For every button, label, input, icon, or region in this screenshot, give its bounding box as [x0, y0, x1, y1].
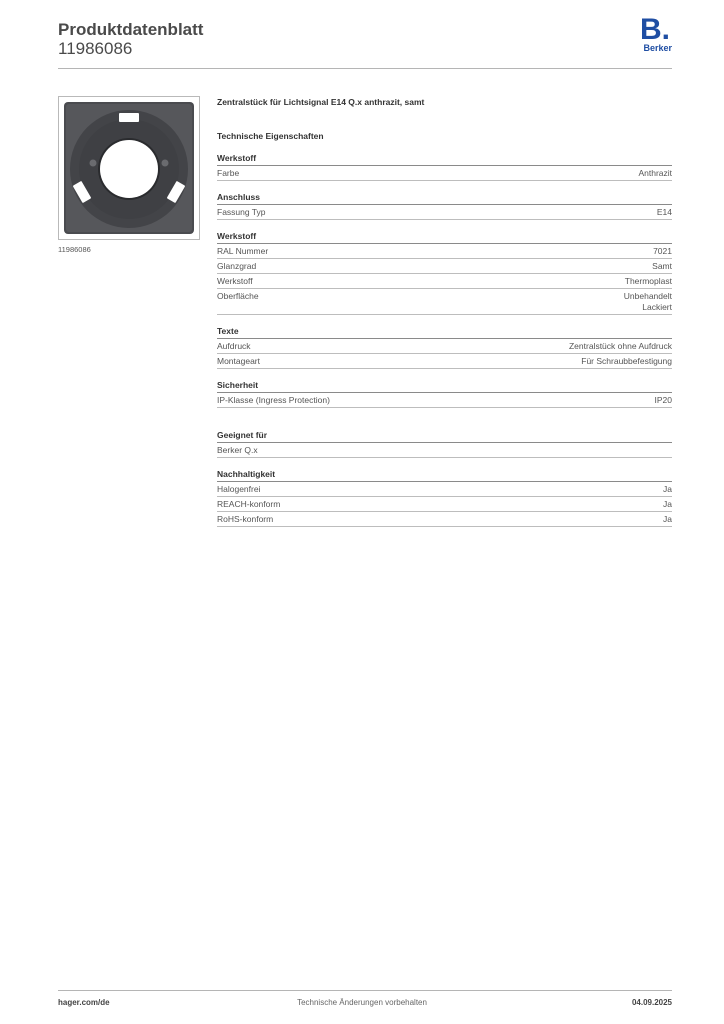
- spec-value-line: Für Schraubbefestigung: [581, 356, 672, 366]
- spec-value-line: 7021: [653, 246, 672, 256]
- spec-value-line: Ja: [663, 484, 672, 494]
- spec-label: Farbe: [217, 168, 240, 178]
- spec-value: [663, 499, 672, 510]
- spec-value-line: Ja: [663, 499, 672, 509]
- product-name: Zentralstück für Lichtsignal E14 Q.x anthrazit, samt: [217, 97, 425, 107]
- spec-row: [217, 443, 672, 458]
- spec-label: Glanzgrad: [217, 261, 257, 271]
- spec-group: [217, 231, 672, 315]
- spec-row: [217, 289, 672, 315]
- footer-website: hager.com/de: [58, 998, 110, 1007]
- spec-value-line: Thermoplast: [624, 276, 672, 286]
- product-photo: [59, 97, 199, 239]
- spec-value: [581, 356, 672, 367]
- spec-value: [657, 207, 672, 218]
- spec-label: Aufdruck: [217, 341, 251, 351]
- spec-label: Montageart: [217, 356, 260, 366]
- spec-value-line: Zentralstück ohne Aufdruck: [568, 341, 672, 351]
- spec-group: [217, 380, 672, 408]
- spec-row: [217, 274, 672, 289]
- group-title: Geeignet für: [217, 430, 672, 443]
- page-title: Produktdatenblatt: [58, 20, 204, 39]
- spec-label: Halogenfrei: [217, 484, 261, 494]
- spec-value: [655, 395, 673, 406]
- spec-row: [217, 354, 672, 369]
- spec-row: [217, 497, 672, 512]
- spec-value-line: Lackiert: [642, 302, 672, 312]
- spec-value: [625, 276, 672, 287]
- group-title: Werkstoff: [217, 231, 672, 244]
- spec-label: REACH-konform: [217, 499, 281, 509]
- spec-value-line: Ja: [663, 514, 672, 524]
- header-divider: [58, 68, 672, 69]
- spec-label: Berker Q.x: [217, 445, 258, 455]
- spec-label: RAL Nummer: [217, 246, 269, 256]
- group-title: Sicherheit: [217, 380, 672, 393]
- footer-divider: [58, 990, 672, 991]
- spec-group: [217, 326, 672, 369]
- spec-row: [217, 244, 672, 259]
- footer-disclaimer: Technische Änderungen vorbehalten: [297, 998, 427, 1007]
- page-header: [58, 13, 672, 70]
- spec-label: Werkstoff: [217, 276, 253, 286]
- group-title: Texte: [217, 326, 672, 339]
- group-title: Werkstoff: [217, 153, 672, 166]
- spec-group: [217, 192, 672, 220]
- spec-groups: [217, 153, 672, 527]
- spec-row: [217, 393, 672, 408]
- spec-value-line: E14: [656, 207, 672, 217]
- group-title: Anschluss: [217, 192, 672, 205]
- spec-row: [217, 512, 672, 527]
- spec-row: [217, 166, 672, 181]
- spec-label: IP-Klasse (Ingress Protection): [217, 395, 330, 405]
- spec-value-line: IP20: [654, 395, 672, 405]
- image-caption: 11986086: [58, 245, 91, 254]
- spec-value: [653, 246, 672, 257]
- spec-group: [217, 430, 672, 458]
- product-image: [58, 96, 200, 240]
- spec-row: [217, 205, 672, 220]
- product-number: 11986086: [58, 39, 133, 58]
- spec-row: [217, 339, 672, 354]
- spec-value: [663, 514, 672, 525]
- spec-value: [624, 291, 672, 313]
- spec-row: [217, 259, 672, 274]
- logo-name: Berker: [643, 43, 672, 53]
- spec-value-line: Anthrazit: [638, 168, 672, 178]
- spec-row: [217, 482, 672, 497]
- section-title: Technische Eigenschaften: [217, 131, 324, 141]
- spec-content: [217, 96, 672, 527]
- spec-value: [663, 484, 672, 495]
- spec-value-line: Unbehandelt: [623, 291, 672, 301]
- spec-group: [217, 469, 672, 527]
- spec-label: Oberfläche: [217, 291, 259, 301]
- berker-logo: [638, 15, 672, 55]
- spec-label: RoHS-konform: [217, 514, 274, 524]
- logo-letter: B.: [640, 13, 670, 46]
- spec-value: [638, 168, 672, 179]
- group-title: Nachhaltigkeit: [217, 469, 672, 482]
- spec-label: Fassung Typ: [217, 207, 266, 217]
- footer-date: 04.09.2025: [631, 998, 672, 1007]
- spec-value: [652, 261, 672, 272]
- spec-value: [569, 341, 672, 352]
- spec-value-line: Samt: [652, 261, 672, 271]
- spec-group: [217, 153, 672, 181]
